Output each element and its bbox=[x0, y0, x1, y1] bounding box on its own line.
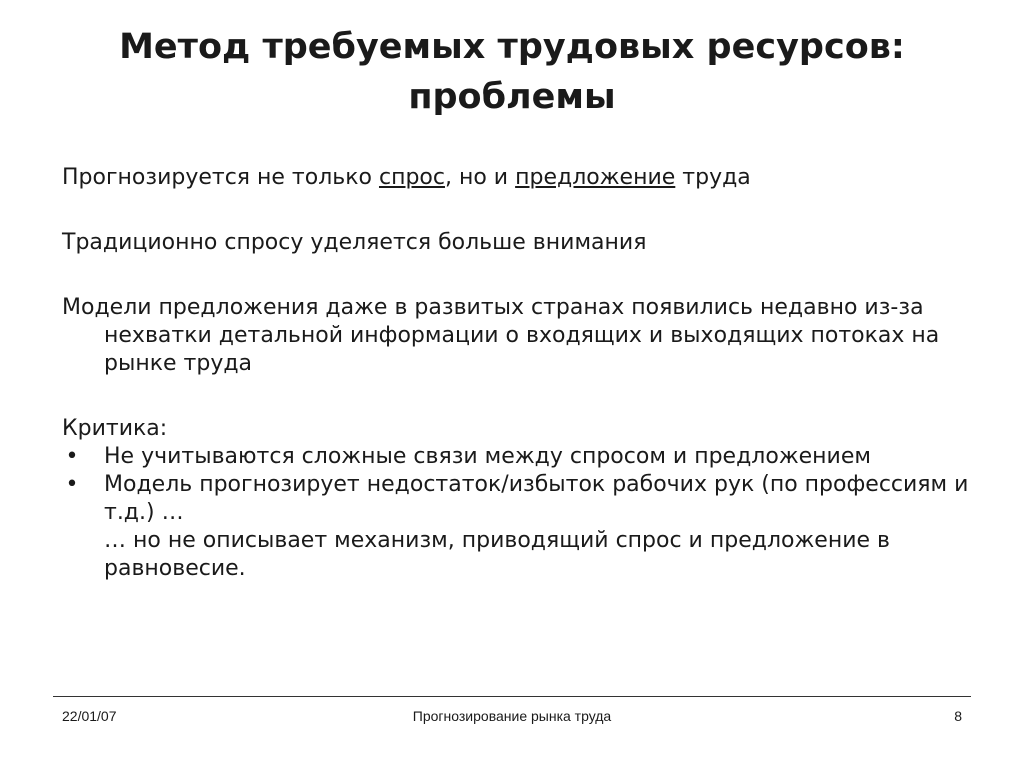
slide-title-line-2: проблемы bbox=[408, 77, 616, 117]
slide-title-line-1: Метод требуемых трудовых ресурсов: bbox=[119, 27, 905, 67]
paragraph-supply-models: Модели предложения даже в развитых странах появились недавно из-за нехватки детальной информации о входящих и выходящих потоках на рынке труда bbox=[62, 295, 940, 376]
bullet-dot-icon: • bbox=[65, 444, 79, 469]
page-number: 8 bbox=[954, 708, 962, 724]
critique-heading: Критика: bbox=[62, 416, 168, 441]
bullet-text-continuation: … но не описывает механизм, приводящий спрос и предложение в равновесие. bbox=[104, 528, 890, 581]
paragraph-1-text-middle: , но и bbox=[444, 165, 516, 190]
paragraph-1-text-after: труда bbox=[675, 165, 751, 190]
paragraph-1-text-before: Прогнозируется не только bbox=[62, 165, 379, 190]
critique-bullet bbox=[62, 443, 1002, 471]
underlined-term-supply: предложение bbox=[515, 165, 676, 190]
footer-title: Прогнозирование рынка труда bbox=[412, 708, 612, 724]
paragraph-demand-attention: Традиционно спросу уделяется больше внимания bbox=[62, 230, 647, 255]
underlined-term-demand: спрос bbox=[378, 165, 445, 190]
footer-date: 22/01/07 bbox=[62, 708, 117, 724]
critique-list bbox=[62, 443, 1002, 583]
bullet-text: Не учитываются сложные связи между спросом и предложением bbox=[104, 444, 871, 469]
critique-bullet bbox=[62, 471, 1002, 583]
paragraph-demand-supply bbox=[62, 164, 1002, 192]
bullet-text: Модель прогнозирует недостаток/избыток рабочих рук (по профессиям и т.д.) … bbox=[104, 472, 969, 525]
slide-title bbox=[60, 22, 964, 122]
bullet-dot-icon: • bbox=[65, 472, 79, 497]
footer-divider bbox=[53, 696, 971, 697]
slide-body bbox=[62, 164, 1002, 583]
